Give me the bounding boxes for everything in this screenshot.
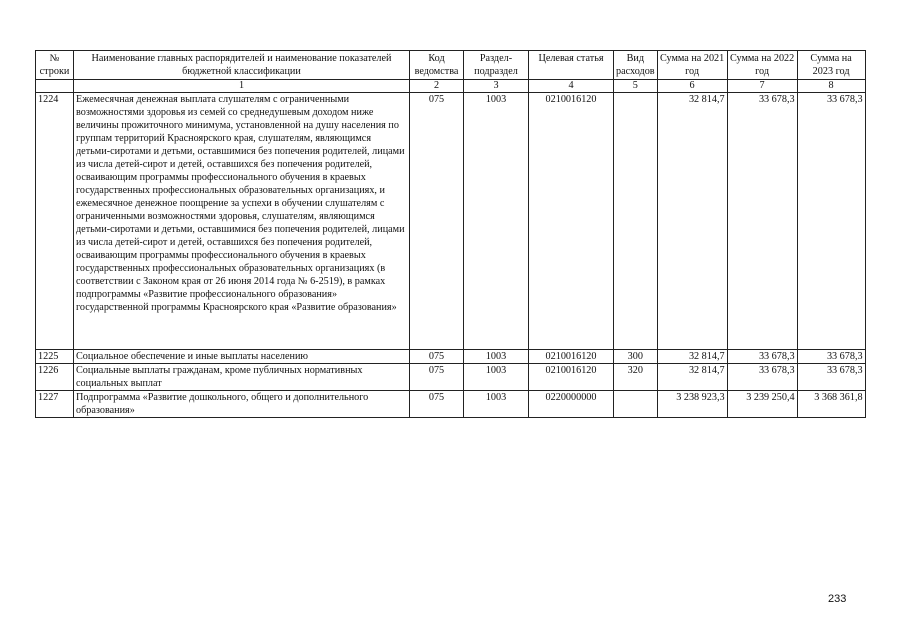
row-number: 1225 (36, 350, 74, 364)
row-number: 1224 (36, 93, 74, 350)
header-sum-2023: Сумма на 2023 год (797, 51, 865, 80)
row-section: 1003 (464, 350, 529, 364)
table-row (36, 93, 866, 350)
header-dept-code: Код ведомства (410, 51, 464, 80)
row-target: 0210016120 (529, 364, 614, 391)
column-number: 2 (410, 80, 464, 93)
row-section: 1003 (464, 364, 529, 391)
row-sum-2021: 32 814,7 (657, 93, 727, 350)
header-row (36, 51, 866, 80)
row-sum-2021: 32 814,7 (657, 364, 727, 391)
row-name: Социальное обеспечение и иные выплаты населению (74, 350, 410, 364)
row-expense-type: 300 (614, 350, 658, 364)
row-target: 0220000000 (529, 391, 614, 418)
budget-table (35, 50, 866, 418)
table-row (36, 364, 866, 391)
row-expense-type (614, 391, 658, 418)
column-number-row (36, 80, 866, 93)
header-target: Целевая статья (529, 51, 614, 80)
header-sum-2022: Сумма на 2022 год (727, 51, 797, 80)
row-sum-2022: 33 678,3 (727, 93, 797, 350)
row-expense-type: 320 (614, 364, 658, 391)
row-sum-2022: 33 678,3 (727, 364, 797, 391)
row-name: Ежемесячная денежная выплата слушателям с ограниченными возможностями здоровья из семей со среднедушевым доходом ниже величины прожиточного минимума, установленной на душу населения по группам территорий Красноярского края, слушателям, являющимся детьми-сиротами и детьми, оставшимися без попечения родителей, лицами из числа детей-сирот и детей, оставшихся без попечения родителей, осваивающим программы профессионального обучения в краевых государственных профессиональных образовательных организациях, и ежемесячное денежное поощрение за успехи в обучении слушателям с ограниченными возможностями здоровья, слушателям, являющимся детьми-сиротами и детьми, оставшимися без попечения родителей, лицами из числа детей-сирот и детей, оставшихся без попечения родителей, осваивающим программы профессионального обучения в краевых государственных профессиональных образовательных организациях (в соответствии с Законом края от 26 июня 2014 года № 6-2519), в рамках подпрограммы «Развитие профессионального образования» государственной программы Красноярского края «Развитие образования» (74, 93, 410, 350)
row-sum-2021: 32 814,7 (657, 350, 727, 364)
column-number: 6 (657, 80, 727, 93)
row-dept-code: 075 (410, 350, 464, 364)
header-name: Наименование главных распорядителей и наименование показателей бюджетной классификации (74, 51, 410, 80)
row-dept-code: 075 (410, 391, 464, 418)
row-section: 1003 (464, 93, 529, 350)
row-sum-2022: 3 239 250,4 (727, 391, 797, 418)
row-sum-2022: 33 678,3 (727, 350, 797, 364)
column-number: 3 (464, 80, 529, 93)
row-sum-2021: 3 238 923,3 (657, 391, 727, 418)
row-expense-type (614, 93, 658, 350)
row-sum-2023: 33 678,3 (797, 350, 865, 364)
table-row (36, 350, 866, 364)
row-number: 1227 (36, 391, 74, 418)
row-target: 0210016120 (529, 93, 614, 350)
row-name: Подпрограмма «Развитие дошкольного, общего и дополнительного образования» (74, 391, 410, 418)
column-number: 1 (74, 80, 410, 93)
header-row-number: № строки (36, 51, 74, 80)
header-expense-type: Вид расходов (614, 51, 658, 80)
row-sum-2023: 3 368 361,8 (797, 391, 865, 418)
row-number: 1226 (36, 364, 74, 391)
header-section: Раздел-подраздел (464, 51, 529, 80)
row-section: 1003 (464, 391, 529, 418)
column-number: 5 (614, 80, 658, 93)
column-number (36, 80, 74, 93)
page-number: 233 (828, 593, 847, 605)
row-sum-2023: 33 678,3 (797, 364, 865, 391)
column-number: 8 (797, 80, 865, 93)
column-number: 4 (529, 80, 614, 93)
row-dept-code: 075 (410, 93, 464, 350)
row-target: 0210016120 (529, 350, 614, 364)
row-sum-2023: 33 678,3 (797, 93, 865, 350)
row-dept-code: 075 (410, 364, 464, 391)
row-name: Социальные выплаты гражданам, кроме публичных нормативных социальных выплат (74, 364, 410, 391)
table-row (36, 391, 866, 418)
header-sum-2021: Сумма на 2021 год (657, 51, 727, 80)
column-number: 7 (727, 80, 797, 93)
